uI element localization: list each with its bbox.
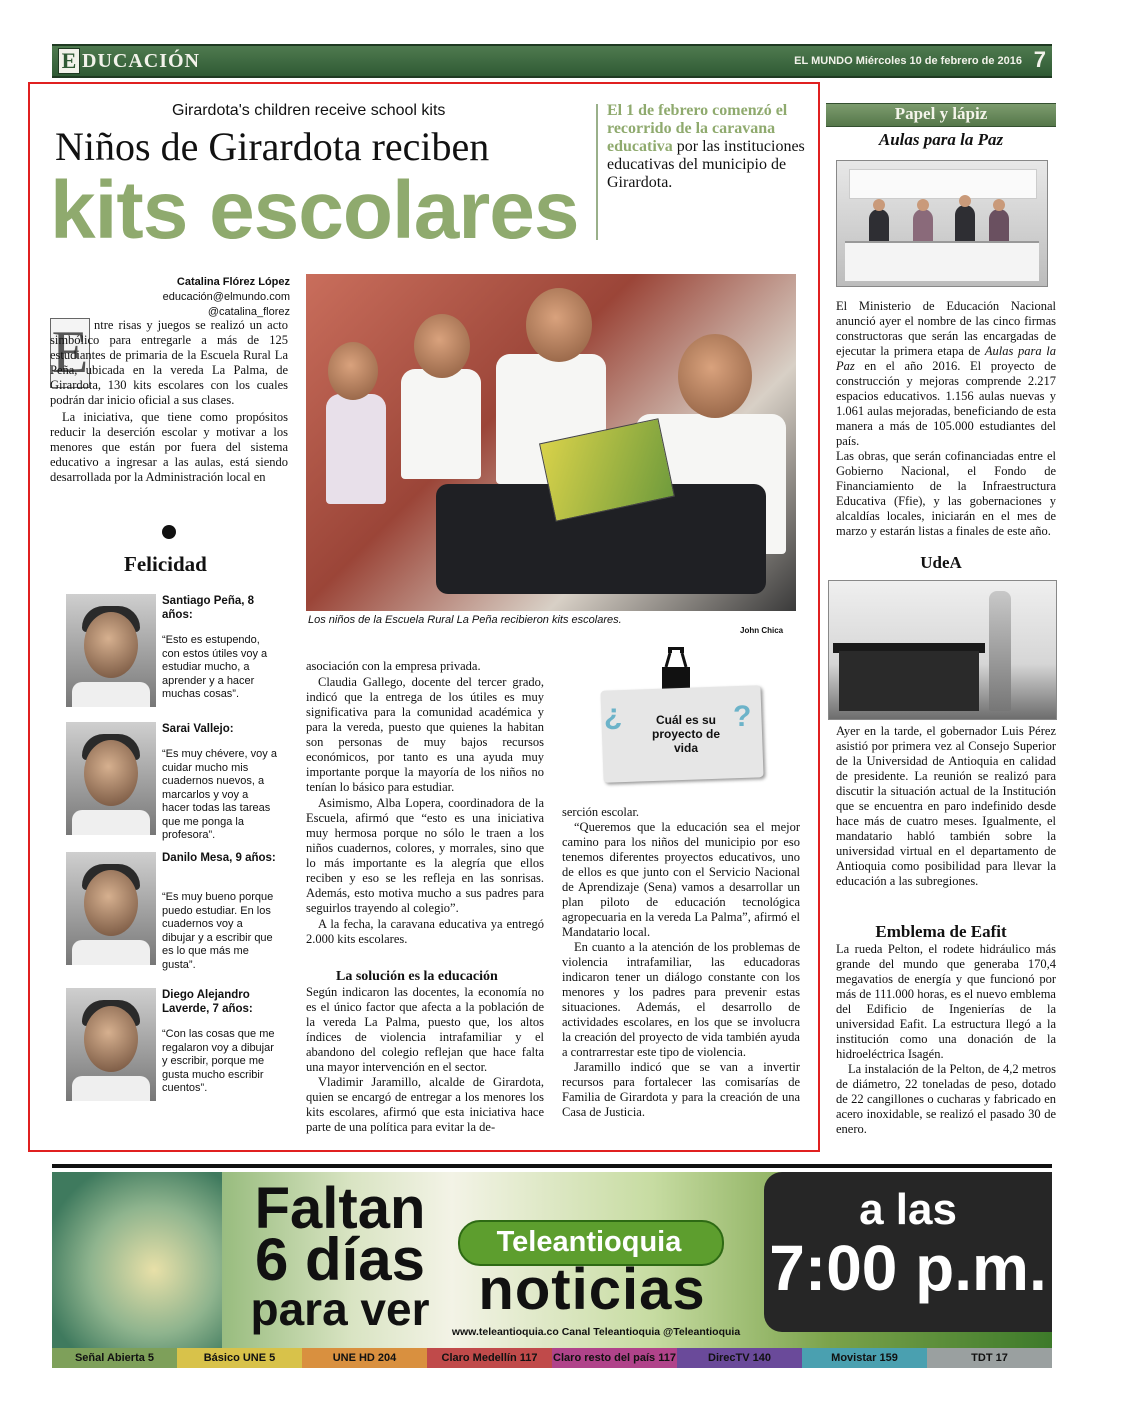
col3-paragraph: En cuanto a la atención de los problemas de violencia intrafamiliar, las educadoras indicaron tener un diálogo constante con los menores y los padres para prevenir estas situaciones. Además, el desarrollo de actividades escolares, en los que se involucra la creación del proyecto de vida también ayuda a contrarrestar este tipo de violencia. [562,940,800,1059]
channel-item: Claro resto del país 117 [552,1348,677,1368]
subheading-solucion: La solución es la educación [336,969,498,984]
testimonial-quote: “Esto es estupendo, con estos útiles voy a estudiar mucho, a aprender y a hacer muchas cosas”. [162,634,268,700]
testimonial-quote: “Con las cosas que me regalaron voy a dibujar y escribir, porque me gusta mucho escribir cuentos”. [162,1028,275,1094]
testimonial-quote: “Es muy chévere, voy a cuidar mucho mis cuadernos nuevos, a marcarlos y voy a hacer todas las tareas que me ponga la profesora”. [162,748,277,841]
article-column-2 [306,659,544,948]
byline [60,275,290,320]
page-number: 7 [1033,47,1046,72]
aulas-paragraph [836,299,1056,449]
channel-item: UNE HD 204 [302,1348,427,1368]
question-mark-open: ¿ [604,698,623,731]
section-initial: E [58,48,80,74]
testimonial-name: Santiago Peña, 8 años: [162,595,255,621]
paper-date: EL MUNDO Miércoles 10 de febrero de 2016 [794,55,1022,67]
testimonial-name: Sarai Vallejo: [162,723,234,735]
deck-divider [596,104,598,240]
byline-handle: @catalina_florez [207,306,290,318]
photo-caption: Los niños de la Escuela Rural La Peña recibieron kits escolares. [308,614,622,626]
binder-clip-icon [656,645,696,691]
article-column-2-continued [306,985,544,1135]
channel-item: Señal Abierta 5 [52,1348,177,1368]
aulas-paragraph: Las obras, que serán cofinanciadas entre el Gobierno Nacional, el Fondo de Financiamiento de la Infraestructura Educativa (Ffie), y las gobernaciones y alcaldías locales, iniciarán en el mes de marzo y estarán listas a finales de este año. [836,449,1056,538]
building [839,651,979,711]
channel-item: Básico UNE 5 [177,1348,302,1368]
testimonial-quote: “Es muy bueno porque puedo estudiar. En los cuadernos voy a dibujar y a escribir que es lo que más me gusta”. [162,891,274,971]
col2-paragraph: Vladimir Jaramillo, alcalde de Girardota, quien se encargó de entregar a los menores los kits escolares, afirmó que esta iniciativa hace parte de una política para evitar la de- [306,1075,544,1134]
ad-time-prefix: a las [859,1185,957,1234]
channel-item: Movistar 159 [802,1348,927,1368]
aulas-heading: Aulas para la Paz [878,130,1004,149]
col3-paragraph: “Queremos que la educación sea el mejor camino para los niños del municipio por eso tenemos diferentes proyectos educativos, uno de ellos es que junto con el Servicio Nacional de Aprendizaje (Sena) vamos a desarrollar un plan piloto de educación tecnológica agropecuaria en la vereda La Palma”, afirmó el Mandatario local. [562,820,800,939]
headline-line-1: Niños de Girardota reciben [55,124,490,169]
project-question: Cuál es su proyecto de vida [651,713,720,755]
conference-table [845,241,1039,281]
byline-email: educación@elmundo.com [162,291,290,303]
child-photo [66,988,156,1101]
udea-paragraph: Ayer en la tarde, el gobernador Luis Pérez asistió por primera vez al Consejo Superior de la Universidad de Antioquia en calidad de presidente. La reunión se realizó para discutir la situación actual de la Institución que se encuentra en paro indefinido desde hace más de cuatro meses. Igualmente, el mandatario habló también sobre la universidad virtual en el departamento de Antioquia como posibilidad para llevar la educación a las subregiones. [836,724,1056,888]
deck-rest: por las instituciones educativas del municipio de Girardota. [607,138,805,191]
child-photo [66,852,156,965]
udea-photo [828,580,1057,720]
eafit-paragraph: La instalación de la Pelton, de 4,2 metros de diámetro, 22 toneladas de peso, dotado de 22 cangillones o cucharas y fabricado en acero inoxidable, se realizó el pasado 30 de enero. [836,1062,1056,1136]
article-kicker: Girardota's children receive school kits [172,102,446,119]
lead-paragraph-1: ntre risas y juegos se realizó un acto simbólico para entregarle a más de 125 estudiantes de primaria de la Escuela Rural La Peña, ubicada en la vereda La Palma, de Girardota, 130 kits escolares con los cuales podrán dar inicio oficial a sus clases. [50,318,288,407]
eafit-paragraph: La rueda Pelton, el rodete hidráulico más grande del mundo que generaba 170,4 megavatios de energía y que funcionó por más de 111.000 horas, es el nuevo emblema del Edificio de Ingenierías de la universidad Eafit. La estructura llegó a la institución como una donación de la hidroeléctrica Isagén. [836,942,1056,1061]
statue [989,591,1011,711]
section-title: DUCACIÓN [82,50,200,72]
lead-column [50,318,288,487]
testimonial-name: Danilo Mesa, 9 años: [162,852,276,864]
aulas-photo [836,160,1048,287]
drop-cap: E [50,318,90,388]
article-column-3 [562,805,800,1120]
ad-line-2: 6 días [254,1226,426,1293]
teleantioquia-ad[interactable] [52,1172,1052,1368]
deck-highlight: El 1 de febrero comenzó el recorrido de la caravana educativa [607,102,788,155]
sidebar-band-title: Papel y lápiz [894,104,988,123]
channel-bar [52,1348,1052,1368]
section-bullet-icon [162,525,176,539]
felicidad-title: Felicidad [124,552,207,576]
aulas-text-emphasis: Aulas para la Paz [836,344,1056,373]
col2-paragraph: Asimismo, Alba Lopera, coordinadora de la Escuela, afirmó que “esto es una iniciativa muy hermosa porque no sólo le traen a los niños cuadernos, colores, y morrales, sino que lo más importante es la alegría que ellos reciben y eso se les refleja en las sonrisas. Además, esto motiva mucho a sus padres para seguirlos trayendo al colegio”. [306,796,544,915]
col2-paragraph: asociación con la empresa privada. [306,659,481,673]
ad-decoration [52,1172,222,1368]
channel-item: DirecTV 140 [677,1348,802,1368]
lead-paragraph-2: La iniciativa, que tiene como propósitos reducir la deserción escolar y motivar a los menores que están por fuera del sistema educativo a ingresar a las aulas, está siendo desarrollada por la Administración local en [50,410,288,484]
col2-paragraph: A la fecha, la caravana educativa ya entregó 2.000 kits escolares. [306,917,544,946]
col3-paragraph: Jaramillo indicó que se van a invertir recursos para fortalecer las comisarías de Familia de Girardota y para la creación de una Casa de Justicia. [562,1060,800,1119]
photo-credit: John Chica [740,626,784,635]
channel-item: Claro Medellín 117 [427,1348,552,1368]
headline-line-2: kits escolares [50,165,579,256]
ad-line-3: para ver [250,1283,430,1335]
section-header [52,44,1052,78]
col2-paragraph: Claudia Gallego, docente del tercer grado, indicó que la entrega de los útiles es muy significativa para la comunidad académica y para la vereda, puesto que quienes la habitan son personas de muy bajos recursos económicos, por tanto es una ayuda muy importante porque la mayoría de los niños no tenían lo básico para estudiar. [306,675,544,794]
ad-time: 7:00 p.m. [769,1232,1047,1304]
child-photo [66,594,156,707]
udea-text [836,724,1056,889]
ad-web-links: www.teleantioquia.co Canal Teleantioquia @Teleantioquia [451,1326,741,1338]
col2-paragraph: Según indicaron las docentes, la economía no es el único factor que afecta a la población de la vereda La Palma, puesto que, los altos índices de violencia intrafamiliar y el abandono del colegio reflejan que hace falta una mayor intervención en el sector. [306,985,544,1074]
channel-item: TDT 17 [927,1348,1052,1368]
ad-brand: Teleantioquia [496,1226,682,1258]
question-mark-close: ? [733,700,752,733]
ad-top-rule [52,1164,1052,1168]
ad-line-1: Faltan [254,1176,426,1241]
ad-program: noticias [478,1257,706,1322]
article-deck [607,102,812,192]
eafit-heading: Emblema de Eafit [875,922,1007,941]
aulas-text-a: El Ministerio de Educación Nacional anunció ayer el nombre de las cinco firmas constructoras que serán las encargadas de ejecutar la primera etapa de [836,299,1056,358]
aulas-text-b: en el año 2016. El proyecto de construcción y mejoras comprende 2.217 espacios educativos. 1.156 aulas nuevas y 1.061 aulas mejoradas, beneficiando de esta manera a más de 105.000 estudiantes del país. [836,359,1056,448]
testimonial-name: Diego Alejandro Laverde, 7 años: [162,989,253,1015]
eafit-text [836,942,1056,1137]
udea-heading: UdeA [920,553,962,572]
aulas-text [836,299,1056,539]
child-photo [66,722,156,835]
col3-paragraph: serción escolar. [562,805,640,819]
main-photo [306,274,796,611]
byline-name: Catalina Flórez López [176,276,290,288]
